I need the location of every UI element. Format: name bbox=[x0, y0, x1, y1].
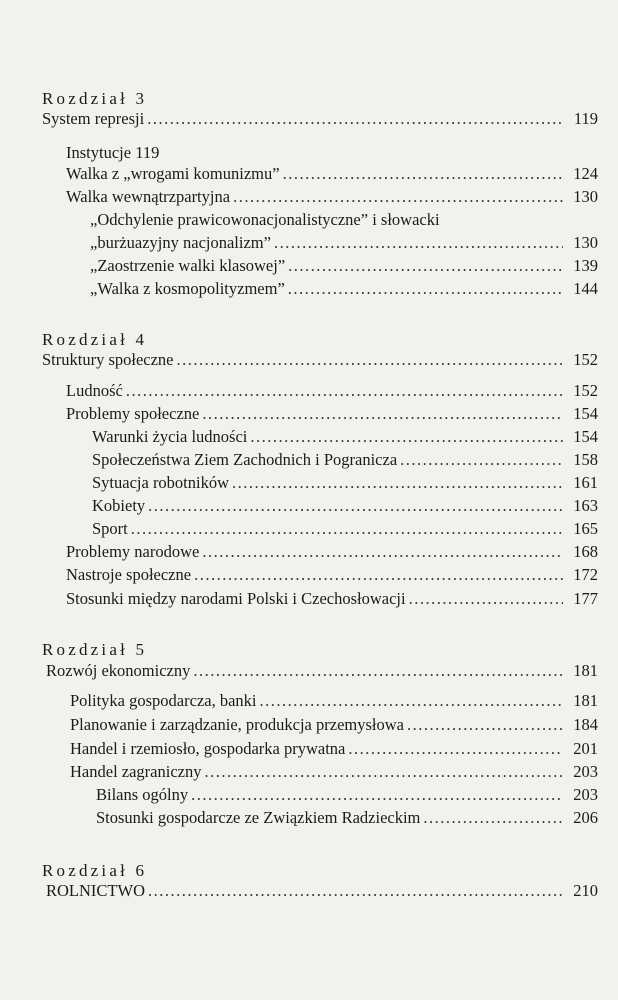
toc-entry bbox=[90, 255, 598, 277]
entry-title: Stosunki gospodarcze ze Związkiem Radzieckim bbox=[96, 808, 421, 827]
entry-page: 177 bbox=[573, 589, 598, 608]
dot-leader bbox=[283, 163, 563, 185]
toc-entry bbox=[96, 784, 598, 806]
entry-page: 130 bbox=[573, 233, 598, 252]
toc-entry bbox=[90, 232, 598, 254]
entry-page: 158 bbox=[573, 450, 598, 469]
entry-page: 206 bbox=[573, 808, 598, 827]
entry-page: 203 bbox=[573, 762, 598, 781]
entry-title: Problemy narodowe bbox=[66, 542, 200, 561]
entry-title: Struktury społeczne bbox=[42, 350, 174, 369]
entry-page: 144 bbox=[573, 279, 598, 298]
dot-leader bbox=[232, 472, 563, 494]
toc-entry-plain: „Odchylenie prawicowonacjonalistyczne” i słowacki bbox=[90, 210, 440, 229]
dot-leader bbox=[191, 784, 563, 806]
toc-entry bbox=[92, 495, 598, 517]
entry-title: Planowanie i zarządzanie, produkcja przemysłowa bbox=[70, 715, 404, 734]
entry-title: Ludność bbox=[66, 381, 123, 400]
toc-entry-plain: Instytucje 119 bbox=[66, 143, 160, 162]
toc-entry bbox=[42, 349, 598, 371]
dot-leader bbox=[148, 880, 563, 902]
entry-page: 154 bbox=[573, 404, 598, 423]
entry-page: 181 bbox=[573, 691, 598, 710]
toc-entry bbox=[92, 472, 598, 494]
entry-title: Walka wewnątrzpartyjna bbox=[66, 187, 231, 206]
entry-page: 163 bbox=[573, 496, 598, 515]
entry-title: Nastroje społeczne bbox=[66, 565, 192, 584]
dot-leader bbox=[233, 186, 563, 208]
toc-entry bbox=[66, 564, 598, 586]
entry-page: 168 bbox=[573, 542, 598, 561]
entry-title: ROLNICTWO bbox=[46, 881, 145, 900]
entry-page: 210 bbox=[573, 881, 598, 900]
entry-page: 184 bbox=[573, 715, 598, 734]
entry-page: 165 bbox=[573, 519, 598, 538]
dot-leader bbox=[194, 564, 563, 586]
entry-page: 152 bbox=[573, 350, 598, 369]
entry-page: 172 bbox=[573, 565, 598, 584]
entry-title: Rozwój ekonomiczny bbox=[46, 661, 191, 680]
dot-leader bbox=[202, 403, 563, 425]
toc-entry bbox=[66, 163, 598, 185]
entry-title: „Walka z kosmopolityzmem” bbox=[90, 279, 285, 298]
entry-title: Kobiety bbox=[92, 496, 146, 515]
entry-page: 124 bbox=[573, 164, 598, 183]
dot-leader bbox=[126, 380, 563, 402]
entry-page: 161 bbox=[573, 473, 598, 492]
chapter-heading: Rozdział 6 bbox=[42, 861, 148, 880]
dot-leader bbox=[407, 714, 563, 736]
entry-page: 152 bbox=[573, 381, 598, 400]
toc-entry bbox=[92, 426, 598, 448]
toc-entry bbox=[42, 108, 598, 130]
entry-title: Handel zagraniczny bbox=[70, 762, 202, 781]
dot-leader bbox=[400, 449, 563, 471]
toc-entry bbox=[92, 449, 598, 471]
dot-leader bbox=[423, 807, 563, 829]
entry-title: Warunki życia ludności bbox=[92, 427, 248, 446]
chapter-heading: Rozdział 5 bbox=[42, 640, 148, 659]
entry-title: „Zaostrzenie walki klasowej” bbox=[90, 256, 286, 275]
entry-title: Społeczeństwa Ziem Zachodnich i Pogranicza bbox=[92, 450, 398, 469]
toc-entry bbox=[70, 761, 598, 783]
toc-entry bbox=[70, 690, 598, 712]
toc-entry bbox=[90, 278, 598, 300]
entry-page: 201 bbox=[573, 739, 598, 758]
entry-title: Stosunki między narodami Polski i Czechosłowacji bbox=[66, 589, 406, 608]
dot-leader bbox=[204, 761, 563, 783]
entry-page: 139 bbox=[573, 256, 598, 275]
entry-title: Handel i rzemiosło, gospodarka prywatna bbox=[70, 739, 346, 758]
dot-leader bbox=[147, 108, 563, 130]
entry-page: 130 bbox=[573, 187, 598, 206]
dot-leader bbox=[288, 278, 563, 300]
entry-title: Polityka gospodarcza, banki bbox=[70, 691, 257, 710]
entry-title: Sport bbox=[92, 519, 128, 538]
toc-entry bbox=[96, 807, 598, 829]
dot-leader bbox=[274, 232, 563, 254]
entry-page: 119 bbox=[573, 109, 598, 128]
entry-title: Problemy społeczne bbox=[66, 404, 200, 423]
dot-leader bbox=[409, 588, 563, 610]
dot-leader bbox=[177, 349, 563, 371]
dot-leader bbox=[131, 518, 563, 540]
entry-title: System represji bbox=[42, 109, 145, 128]
chapter-heading: Rozdział 4 bbox=[42, 330, 148, 349]
dot-leader bbox=[148, 495, 563, 517]
toc-entry bbox=[66, 380, 598, 402]
entry-title: Sytuacja robotników bbox=[92, 473, 230, 492]
entry-title: Bilans ogólny bbox=[96, 785, 189, 804]
toc-entry bbox=[70, 738, 598, 760]
toc-entry bbox=[66, 588, 598, 610]
toc-entry bbox=[66, 541, 598, 563]
toc-entry bbox=[66, 403, 598, 425]
entry-page: 154 bbox=[573, 427, 598, 446]
dot-leader bbox=[202, 541, 563, 563]
toc-entry bbox=[70, 714, 598, 736]
toc-entry bbox=[66, 186, 598, 208]
dot-leader bbox=[288, 255, 563, 277]
entry-title: „burżuazyjny nacjonalizm” bbox=[90, 233, 271, 252]
toc-entry bbox=[92, 518, 598, 540]
entry-page: 181 bbox=[573, 661, 598, 680]
dot-leader bbox=[250, 426, 563, 448]
toc-entry bbox=[46, 660, 598, 682]
chapter-heading: Rozdział 3 bbox=[42, 89, 148, 108]
dot-leader bbox=[348, 738, 563, 760]
dot-leader bbox=[260, 690, 564, 712]
entry-title: Walka z „wrogami komunizmu” bbox=[66, 164, 280, 183]
entry-page: 203 bbox=[573, 785, 598, 804]
dot-leader bbox=[193, 660, 563, 682]
toc-entry bbox=[46, 880, 598, 902]
